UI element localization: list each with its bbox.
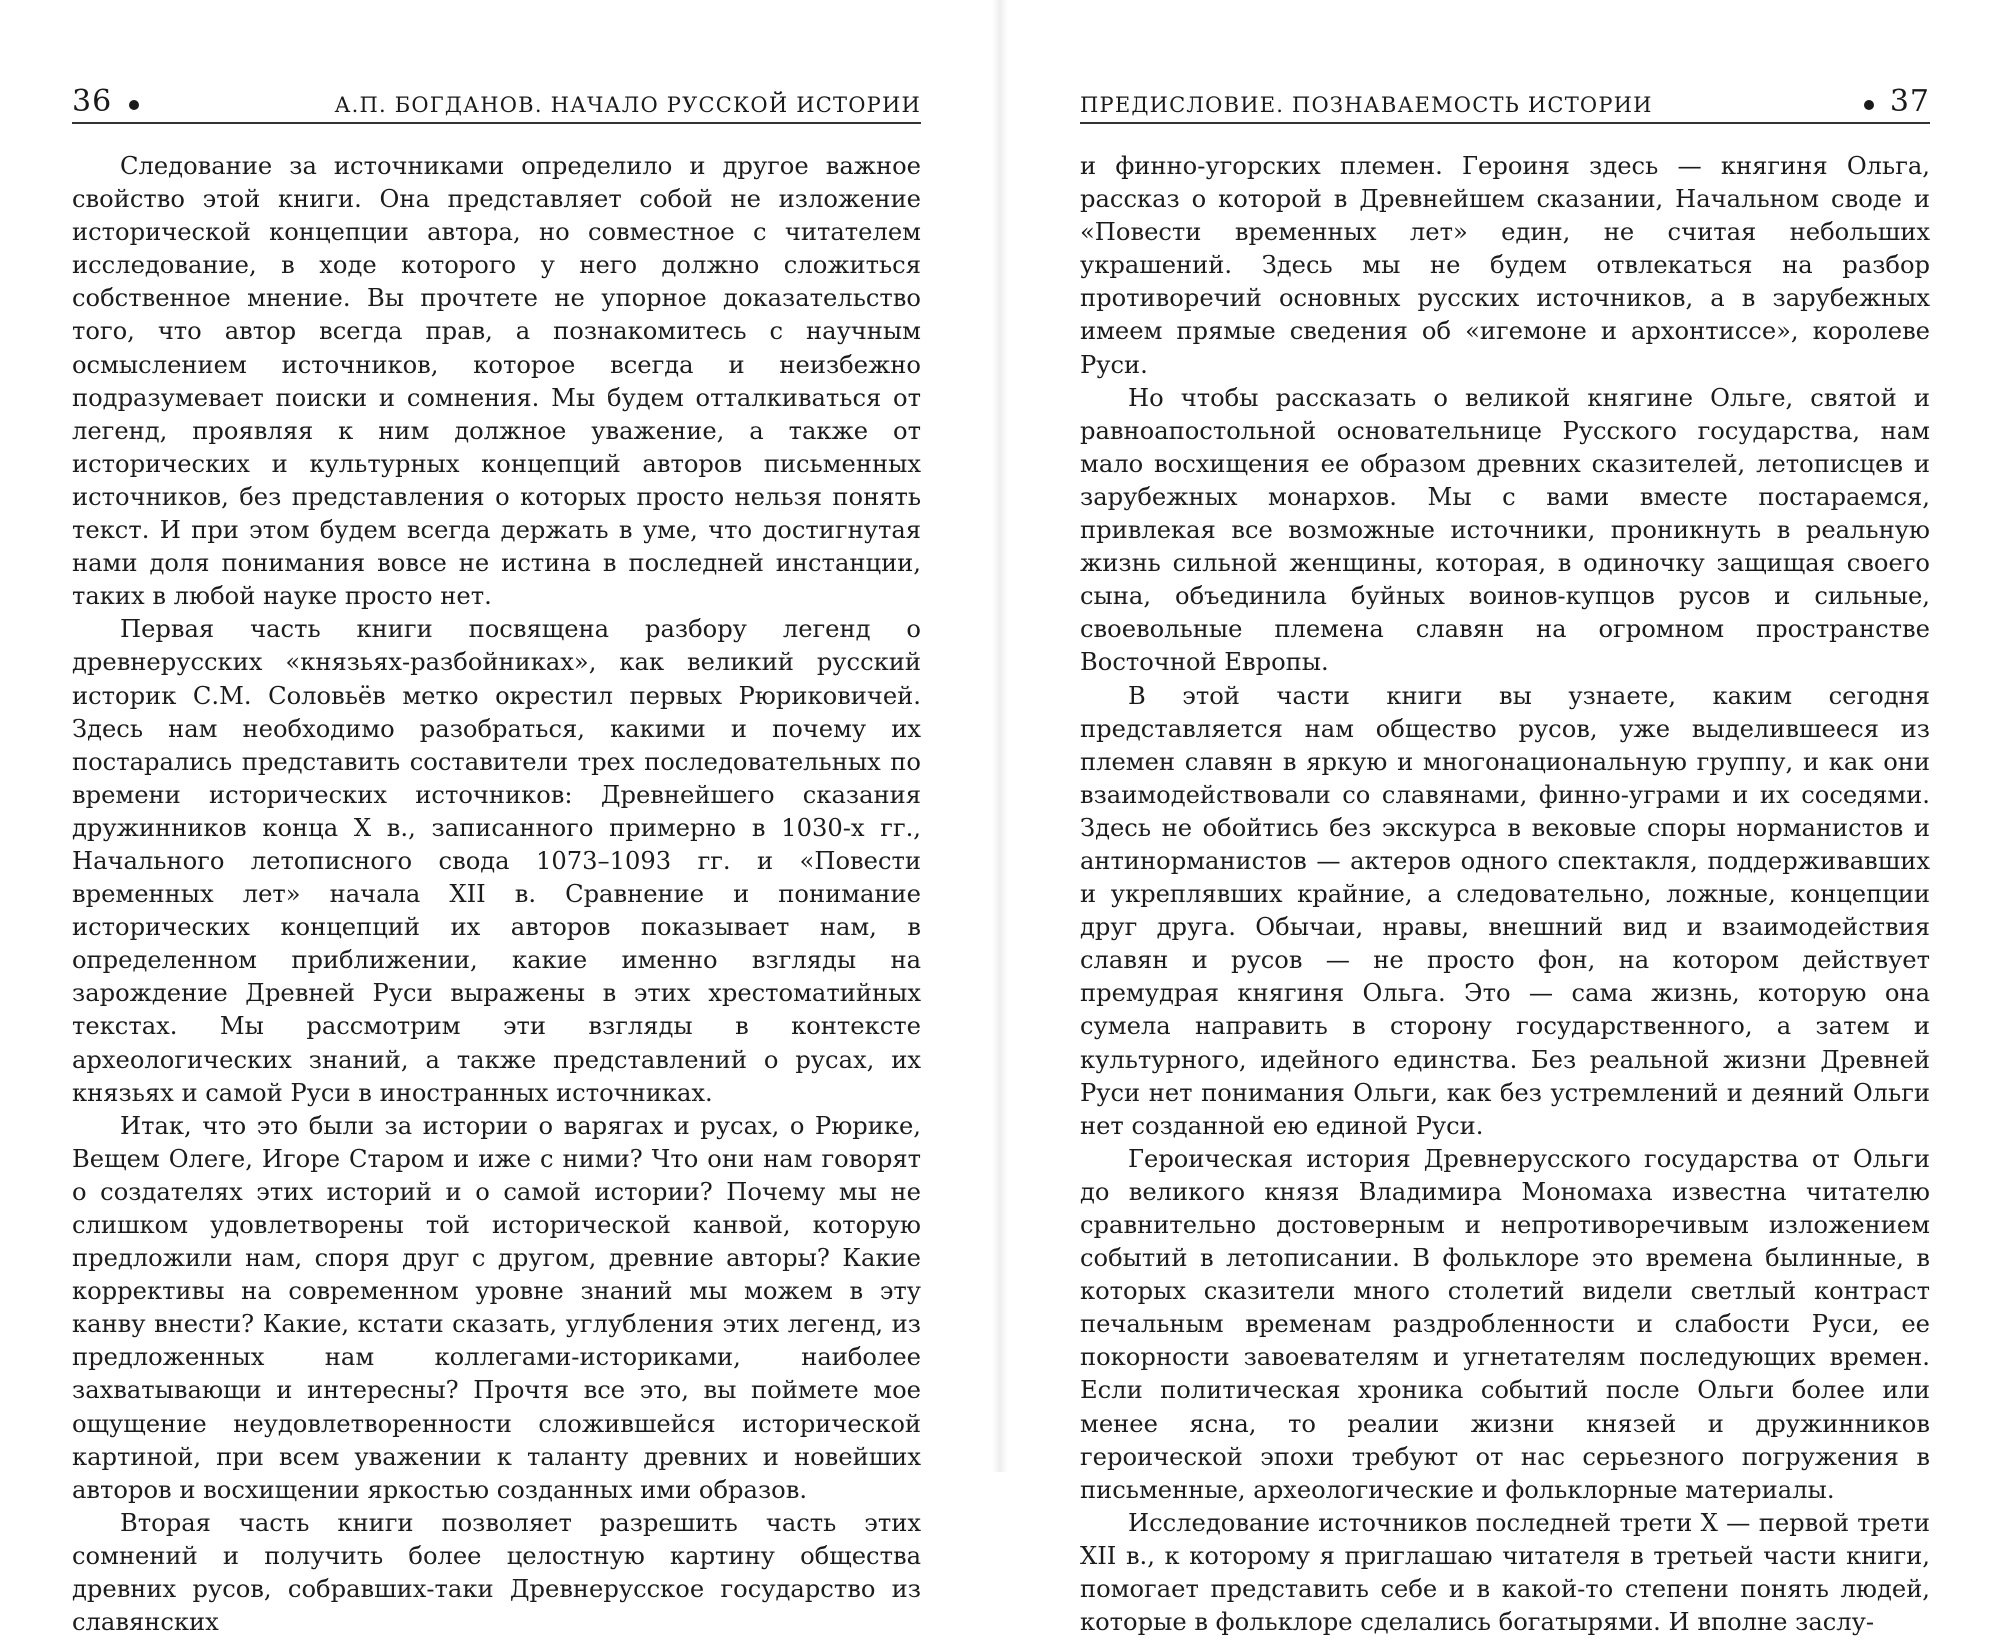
- right-running-head: [1080, 84, 1930, 126]
- right-running-title: ПРЕДИСЛОВИЕ. ПОЗНАВАЕМОСТЬ ИСТОРИИ: [1080, 93, 1653, 117]
- right-header-rule: [1080, 122, 1930, 124]
- paragraph: Первая часть книги посвящена разбору легенд о древнерусских «князьях-разбойниках», как великий русский историк С.М. Соловьёв метко окрестил первых Рюриковичей. Здесь нам необходимо разобраться, какими и почему их постарались представить составители трех последовательных по времени исторических источников: Древнейшего сказания дружинников конца X в., записанного примерно в 1030-х гг., Начального летописного свода 1073–1093 гг. и «Повести временных лет» начала XII в. Сравнение и понимание исторических концепций их авторов показывает нам, в определенном приближении, какие именно взгляды на зарождение Древней Руси выражены в этих хрестоматийных текстах. Мы рассмотрим эти взгляды в контексте археологических знаний, а также представлений о русах, их князьях и самой Руси в иностранных источниках.: [72, 615, 921, 1107]
- paragraph: В этой части книги вы узнаете, каким сегодня представляется нам общество русов, уже выделившееся из племен славян в яркую и многонациональную группу, и как они взаимодействовали со славянами, финно-уграми и их соседями. Здесь не обойтись без экскурса в вековые споры норманистов и антинорманистов — актеров одного спектакля, поддерживавших и укреплявших крайние, а следовательно, ложные, концепции друг друга. Обычаи, нравы, внешний вид и взаимодействия славян и русов — не просто фон, на котором действует премудрая княгиня Ольга. Это — сама жизнь, которую она сумела направить в сторону государственного, а затем и культурного, идейного единства. Без реальной жизни Древней Руси нет понимания Ольги, как без устремлений и деяний Ольги нет созданной ею единой Руси.: [1080, 681, 1930, 1140]
- left-text-block: [72, 150, 921, 1639]
- left-bullet-icon: [129, 100, 139, 110]
- right-page-number: 37: [1889, 84, 1930, 119]
- left-page: [0, 0, 1000, 1637]
- paragraph: Исследование источников последней трети X — первой трети XII в., к которому я приглашаю читателя в третьей части книги, помогает представить себе и в какой-то степени понять людей, которые в фольклоре сделались богатырями. И вполне заслу-: [1080, 1508, 1930, 1637]
- paragraph: Героическая история Древнерусского государства от Ольги до великого князя Владимира Мономаха известна читателю сравнительно достоверным и непротиворечивым изложением событий в летописании. В фольклоре это времена былинные, в которых сказители много столетий видели светлый контраст печальным временам раздробленности и слабости Руси, ее покорности завоевателям и угнетателям последующих времен. Если политическая хроника событий после Ольги более или менее ясна, то реалии жизни князей и дружинников героической эпохи требуют от нас серьезного погружения в письменные, археологические и фольклорные материалы.: [1080, 1144, 1930, 1504]
- left-header-rule: [72, 122, 921, 124]
- paragraph: Вторая часть книги позволяет разрешить часть этих сомнений и получить более целостную картину общества древних русов, собравших-таки Древнерусское государство из славянских: [72, 1508, 921, 1637]
- paragraph: Но чтобы рассказать о великой княгине Ольге, святой и равноапостольной основательнице Русского государства, нам мало восхищения ее образом древних сказителей, летописцев и зарубежных монархов. Мы с вами вместе постараемся, привлекая все возможные источники, проникнуть в реальную жизнь сильной женщины, которая, в одиночку защищая своего сына, объединила буйных воинов-купцов русов и сильные, своевольные племена славян на огромном пространстве Восточной Европы.: [1080, 383, 1930, 677]
- right-bullet-icon: [1864, 100, 1874, 110]
- left-running-title: А.П. БОГДАНОВ. НАЧАЛО РУССКОЙ ИСТОРИИ: [334, 93, 921, 117]
- paragraph: Следование за источниками определило и другое важное свойство этой книги. Она представляет собой не изложение исторической концепции автора, но совместное с читателем исследование, в ходе которого у него должно сложиться собственное мнение. Вы прочтете не упорное доказательство того, что автор всегда прав, а познакомитесь с научным осмыслением источников, которое всегда и неизбежно подразумевает поиски и сомнения. Мы будем отталкиваться от легенд, проявляя к ним должное уважение, а также от исторических и культурных концепций авторов письменных источников, без представления о которых просто нельзя понять текст. И при этом будем всегда держать в уме, что достигнутая нами доля понимания вовсе не истина в последней инстанции, таких в любой науке просто нет.: [72, 152, 921, 611]
- right-text-block: [1080, 150, 1930, 1639]
- continued-paragraph: и финно-угорских племен. Героиня здесь — княгиня Ольга, рассказ о которой в Древнейшем сказании, Начальном своде и «Повести временных лет» един, не считая небольших украшений. Здесь мы не будем отвлекаться на разбор противоречий основных русских источников, а в зарубежных имеем прямые сведения об «игемоне и архонтиссе», королеве Руси.: [1080, 152, 1930, 379]
- left-running-head: [72, 84, 921, 126]
- paragraph: Итак, что это были за истории о варягах и русах, о Рюрике, Вещем Олеге, Игоре Старом и иже с ними? Что они нам говорят о создателях этих историй и о самой истории? Почему мы не слишком удовлетворены той исторической канвой, которую предложили нам, споря друг с другом, древние авторы? Какие коррективы на современном уровне знаний мы можем в эту канву внести? Какие, кстати сказать, углубления этих легенд, из предложенных нам коллегами-историками, наиболее захватывающи и интересны? Прочтя все это, вы поймете мое ощущение неудовлетворенности сложившейся исторической картиной, при всем уважении к таланту древних и новейших авторов и восхищении яркостью созданных ими образов.: [72, 1111, 921, 1504]
- left-page-number: 36: [72, 84, 113, 119]
- right-page: [1000, 0, 2000, 1637]
